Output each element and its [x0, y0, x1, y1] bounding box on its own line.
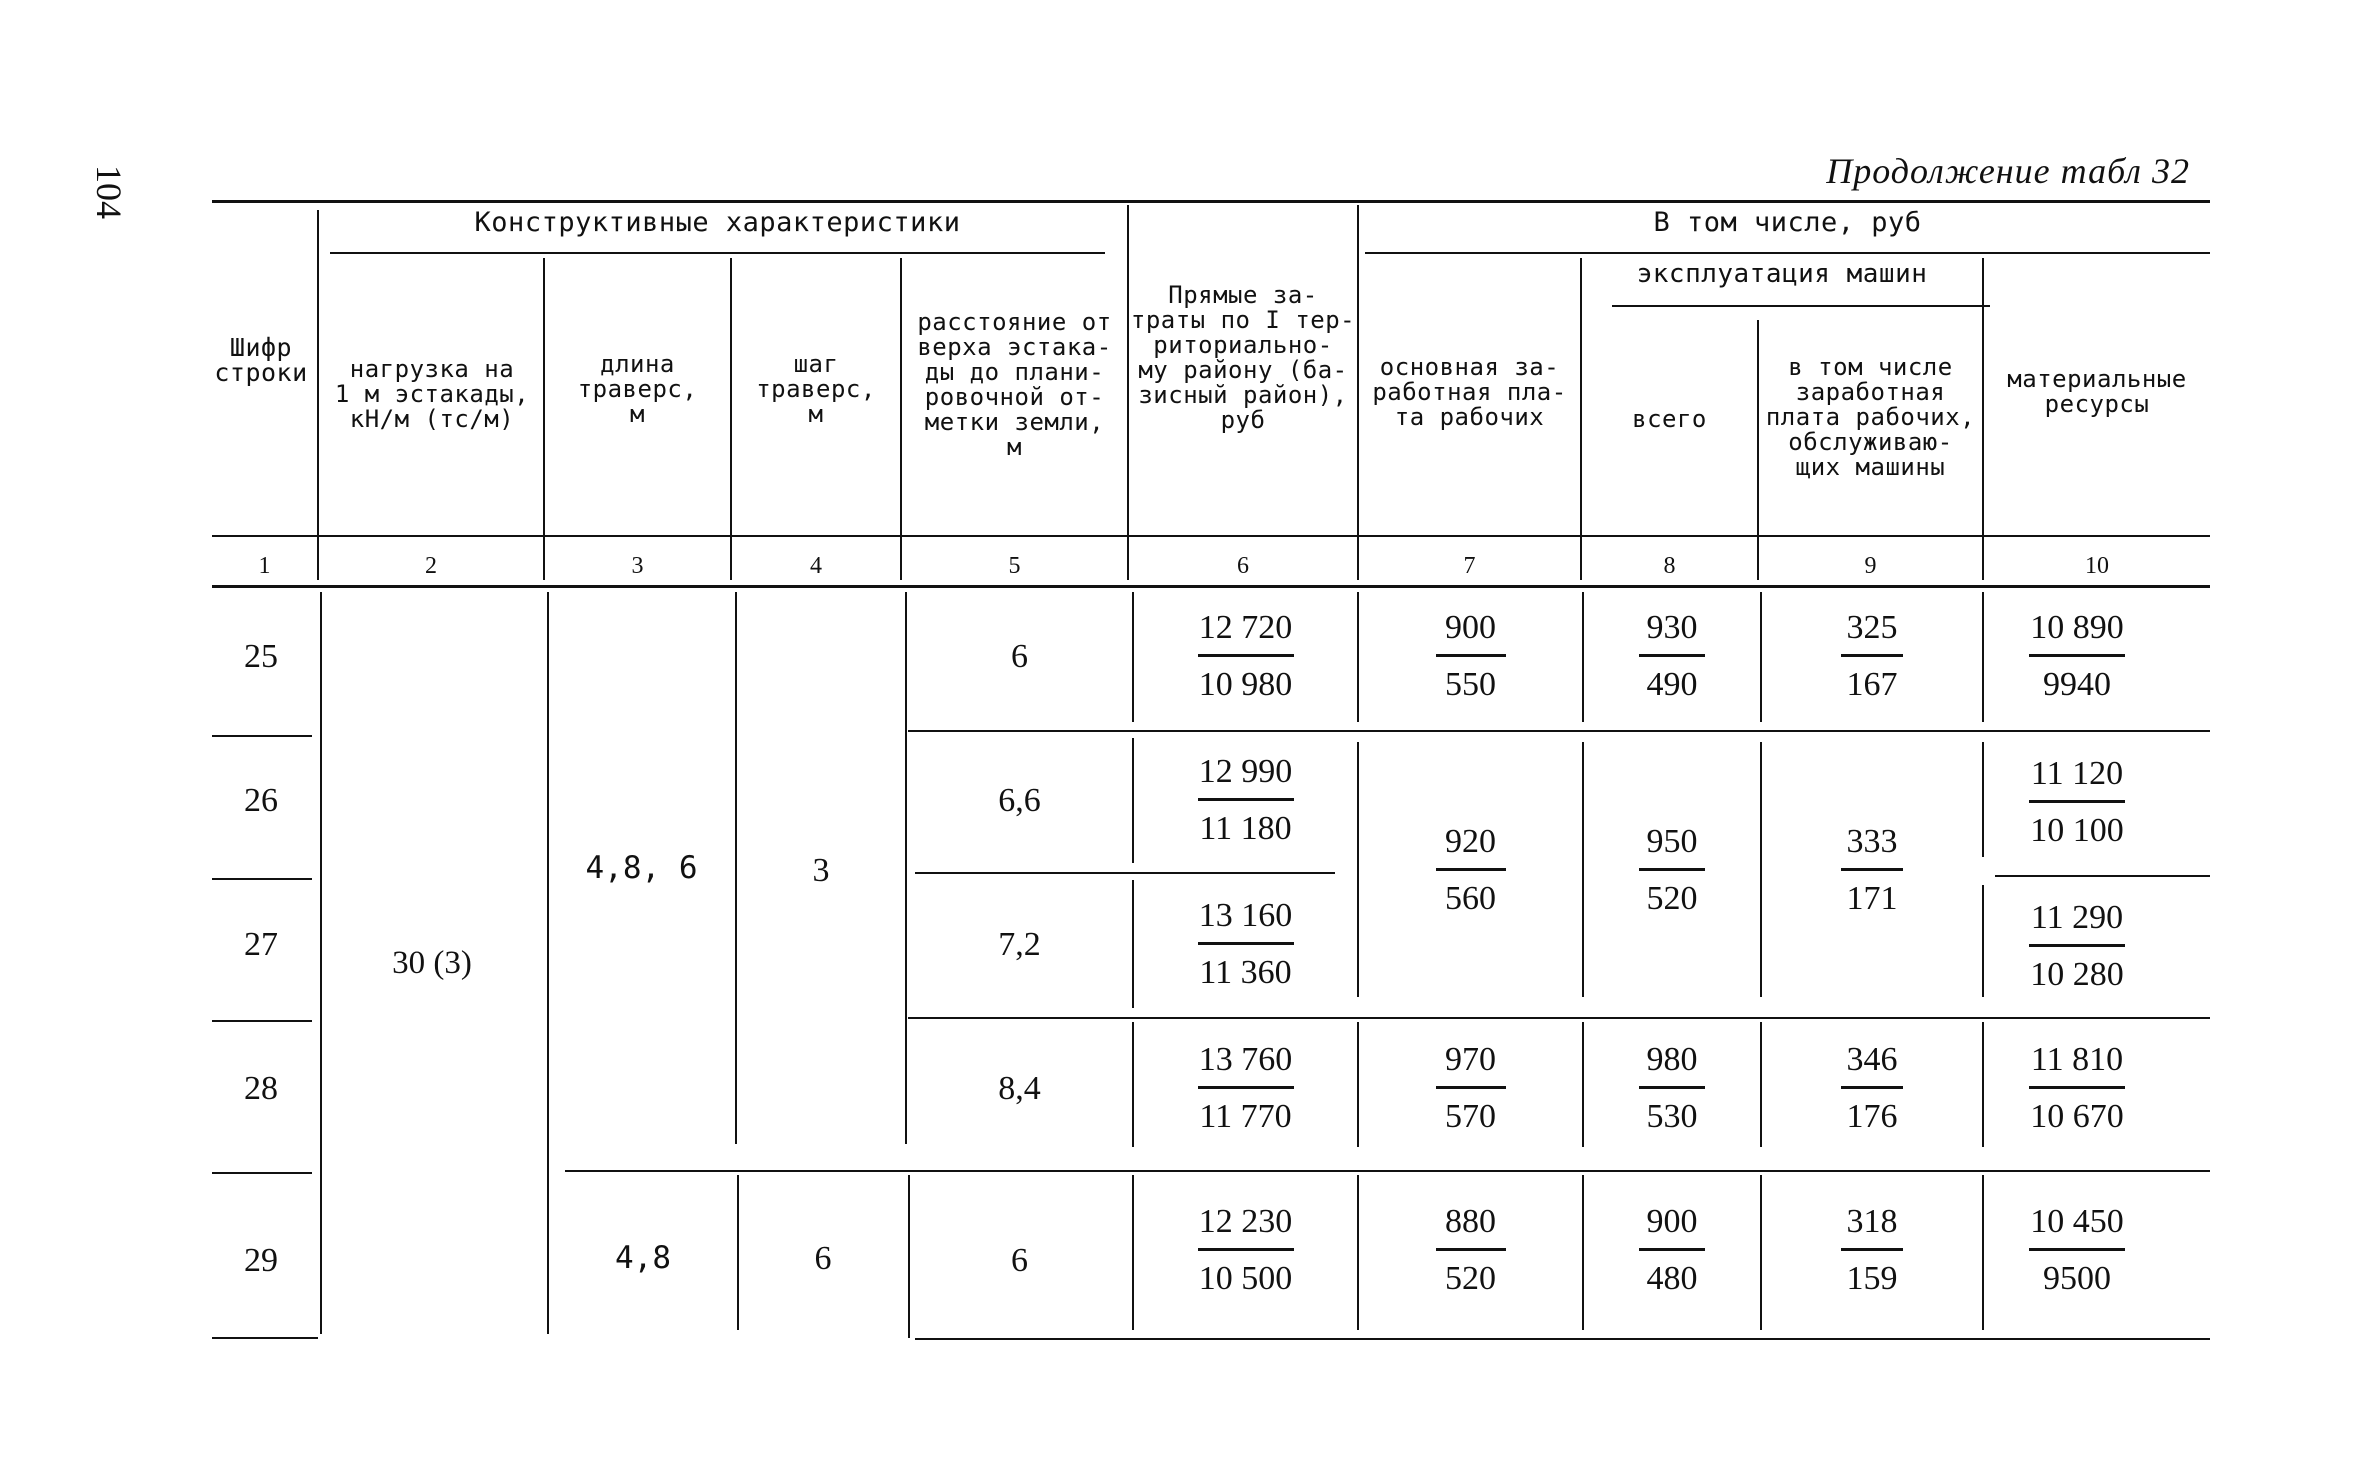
length-value: 4,8: [615, 1240, 671, 1276]
fraction-denominator: 11 770: [1199, 1098, 1292, 1135]
fraction-numerator: 12 230: [1198, 1203, 1293, 1240]
page-number: 104: [89, 165, 129, 219]
fraction-bar: [2029, 1248, 2125, 1251]
row-rule: [212, 1172, 312, 1174]
column-number: 8: [1663, 553, 1676, 579]
fraction-bar: [1841, 1086, 1903, 1089]
row-rule: [908, 1017, 2210, 1019]
fraction-denominator: 560: [1445, 880, 1496, 917]
fraction-bar: [1198, 1086, 1294, 1089]
header-distance: расстояние от верха эстака- ды до плани- ровочной от- метки земли, м: [917, 308, 1112, 461]
fraction-numerator: 11 290: [2030, 899, 2124, 936]
fraction-numerator: 318: [1846, 1203, 1898, 1240]
header-length: длина траверс, м: [577, 350, 698, 428]
row-rule: [212, 735, 312, 737]
col-divider: [547, 592, 549, 1334]
machines-total-fraction: [1584, 1040, 1760, 1137]
fraction-bar: [1639, 1248, 1705, 1251]
header-wages: основная за- работная пла- та рабочих: [1372, 353, 1567, 431]
fraction-bar: [1436, 1086, 1506, 1089]
machines-wages-fraction: [1762, 1040, 1982, 1137]
row-code: 28: [244, 1070, 278, 1107]
direct-costs-fraction: [1134, 896, 1357, 993]
header-group-including: В том числе, руб: [1653, 207, 1922, 238]
fraction-numerator: 900: [1646, 1203, 1698, 1240]
direct-costs-fraction: [1134, 1040, 1357, 1137]
machines-wages-fraction: [1762, 822, 1982, 919]
fraction-denominator: 10 980: [1198, 666, 1293, 703]
header-row-code: Шифр строки: [214, 333, 308, 387]
row-rule: [1995, 875, 2210, 877]
fraction-bar: [1841, 1248, 1903, 1251]
table-top-rule: [212, 200, 2210, 203]
fraction-bar: [1198, 654, 1294, 657]
fraction-denominator: 9940: [2043, 666, 2111, 703]
fraction-denominator: 159: [1846, 1260, 1898, 1297]
column-number: 10: [2085, 553, 2109, 579]
direct-costs-fraction: [1134, 608, 1357, 705]
row-rule: [908, 730, 2210, 732]
fraction-bar: [1198, 942, 1294, 945]
fraction-numerator: 900: [1445, 609, 1496, 646]
fraction-denominator: 570: [1445, 1098, 1496, 1135]
step-value: 3: [812, 852, 830, 889]
fraction-numerator: 11 810: [2030, 1041, 2124, 1078]
wages-fraction: [1359, 608, 1582, 705]
column-number: 6: [1237, 553, 1249, 579]
fraction-numerator: 333: [1846, 823, 1898, 860]
fraction-denominator: 10 100: [2030, 812, 2124, 849]
fraction-bar: [1639, 868, 1705, 871]
distance-value: 8,4: [998, 1070, 1041, 1107]
machines-wages-fraction: [1762, 1202, 1982, 1299]
distance-value: 6: [1011, 638, 1028, 675]
wages-fraction: [1359, 822, 1582, 919]
fraction-denominator: 480: [1646, 1260, 1698, 1297]
column-number: 9: [1864, 553, 1877, 579]
fraction-numerator: 325: [1846, 609, 1898, 646]
column-number: 3: [631, 553, 644, 579]
fraction-numerator: 13 160: [1198, 897, 1293, 934]
header-rule: [1612, 305, 1990, 307]
distance-value: 7,2: [998, 926, 1041, 963]
machines-total-fraction: [1584, 608, 1760, 705]
fraction-numerator: 980: [1646, 1041, 1698, 1078]
row-rule: [212, 1020, 312, 1022]
row-code: 26: [244, 782, 278, 819]
table-bottom-rule: [212, 1337, 318, 1339]
distance-value: 6: [1011, 1242, 1028, 1279]
materials-fraction: [1984, 608, 2170, 705]
fraction-numerator: 12 720: [1198, 609, 1293, 646]
header-group-constructive: Конструктивные характеристики: [474, 207, 961, 238]
header-machines-total: всего: [1632, 405, 1707, 433]
distance-value: 6,6: [998, 782, 1041, 819]
column-number: 7: [1463, 553, 1476, 579]
header-machines-wages: в том числе заработная плата рабочих, обслуживаю- щих машины: [1765, 353, 1976, 481]
col-divider: [317, 210, 319, 580]
header-step: шаг траверс, м: [756, 350, 876, 428]
col-divider: [1982, 258, 1984, 580]
length-value: 4,8, 6: [585, 850, 698, 886]
column-number: 4: [810, 553, 822, 579]
column-number: 5: [1008, 553, 1021, 579]
row-rule: [915, 872, 1335, 874]
header-rule: [212, 535, 2210, 537]
fraction-bar: [1841, 868, 1903, 871]
fraction-bar: [1436, 654, 1506, 657]
direct-costs-fraction: [1134, 1202, 1357, 1299]
fraction-numerator: 880: [1445, 1203, 1496, 1240]
fraction-bar: [2029, 800, 2125, 803]
row-code: 25: [244, 638, 278, 675]
materials-fraction: [1984, 1040, 2170, 1137]
fraction-numerator: 10 890: [2030, 609, 2124, 646]
machines-wages-fraction: [1762, 608, 1982, 705]
materials-fraction: [1984, 898, 2170, 995]
fraction-denominator: 9500: [2043, 1260, 2111, 1297]
header-group-machines: эксплуатация машин: [1636, 259, 1928, 289]
load-value: 30 (3): [392, 945, 472, 981]
fraction-denominator: 11 360: [1199, 954, 1292, 991]
row-code: 27: [244, 926, 278, 963]
fraction-numerator: 11 120: [2030, 755, 2124, 792]
column-number: 1: [258, 553, 271, 579]
materials-fraction: [1984, 754, 2170, 851]
header-materials: материальные ресурсы: [2007, 365, 2187, 418]
header-rule: [1365, 252, 2210, 254]
fraction-numerator: 346: [1846, 1041, 1898, 1078]
row-code: 29: [244, 1242, 278, 1279]
fraction-denominator: 530: [1646, 1098, 1698, 1135]
fraction-bar: [2029, 944, 2125, 947]
fraction-denominator: 550: [1445, 666, 1496, 703]
fraction-numerator: 10 450: [2030, 1203, 2124, 1240]
header-direct-costs: Прямые за- траты по I тер- риториально- му району (ба- зисный район), руб: [1130, 281, 1356, 434]
fraction-denominator: 10 280: [2030, 956, 2124, 993]
direct-costs-fraction: [1134, 752, 1357, 849]
table-bottom-rule: [915, 1338, 2210, 1340]
fraction-denominator: 10 670: [2030, 1098, 2124, 1135]
header-bottom-rule: [212, 585, 2210, 588]
fraction-bar: [2029, 1086, 2125, 1089]
fraction-bar: [1198, 1248, 1294, 1251]
fraction-numerator: 950: [1646, 823, 1698, 860]
fraction-numerator: 12 990: [1198, 753, 1293, 790]
wages-fraction: [1359, 1040, 1582, 1137]
header-load: нагрузка на 1 м эстакады, кН/м (тс/м): [334, 355, 530, 433]
header-rule: [330, 252, 1105, 254]
row-rule: [212, 878, 312, 880]
materials-fraction: [1984, 1202, 2170, 1299]
fraction-denominator: 171: [1846, 880, 1898, 917]
fraction-denominator: 167: [1846, 666, 1898, 703]
fraction-denominator: 520: [1445, 1260, 1496, 1297]
machines-total-fraction: [1584, 1202, 1760, 1299]
step-value: 6: [814, 1240, 832, 1277]
fraction-numerator: 930: [1646, 609, 1698, 646]
fraction-denominator: 520: [1646, 880, 1698, 917]
fraction-bar: [1436, 868, 1506, 871]
fraction-bar: [2029, 654, 2125, 657]
row-rule: [565, 1170, 2210, 1172]
fraction-numerator: 920: [1445, 823, 1496, 860]
fraction-bar: [1198, 798, 1294, 801]
fraction-numerator: 13 760: [1198, 1041, 1293, 1078]
fraction-denominator: 176: [1846, 1098, 1898, 1135]
table-continuation-title: Продолжение табл 32: [1826, 151, 2190, 191]
column-number: 2: [425, 553, 437, 579]
wages-fraction: [1359, 1202, 1582, 1299]
fraction-bar: [1436, 1248, 1506, 1251]
fraction-bar: [1639, 654, 1705, 657]
fraction-denominator: 490: [1646, 666, 1698, 703]
fraction-bar: [1639, 1086, 1705, 1089]
fraction-numerator: 970: [1445, 1041, 1496, 1078]
fraction-denominator: 11 180: [1199, 810, 1292, 847]
fraction-bar: [1841, 654, 1903, 657]
machines-total-fraction: [1584, 822, 1760, 919]
fraction-denominator: 10 500: [1198, 1260, 1293, 1297]
